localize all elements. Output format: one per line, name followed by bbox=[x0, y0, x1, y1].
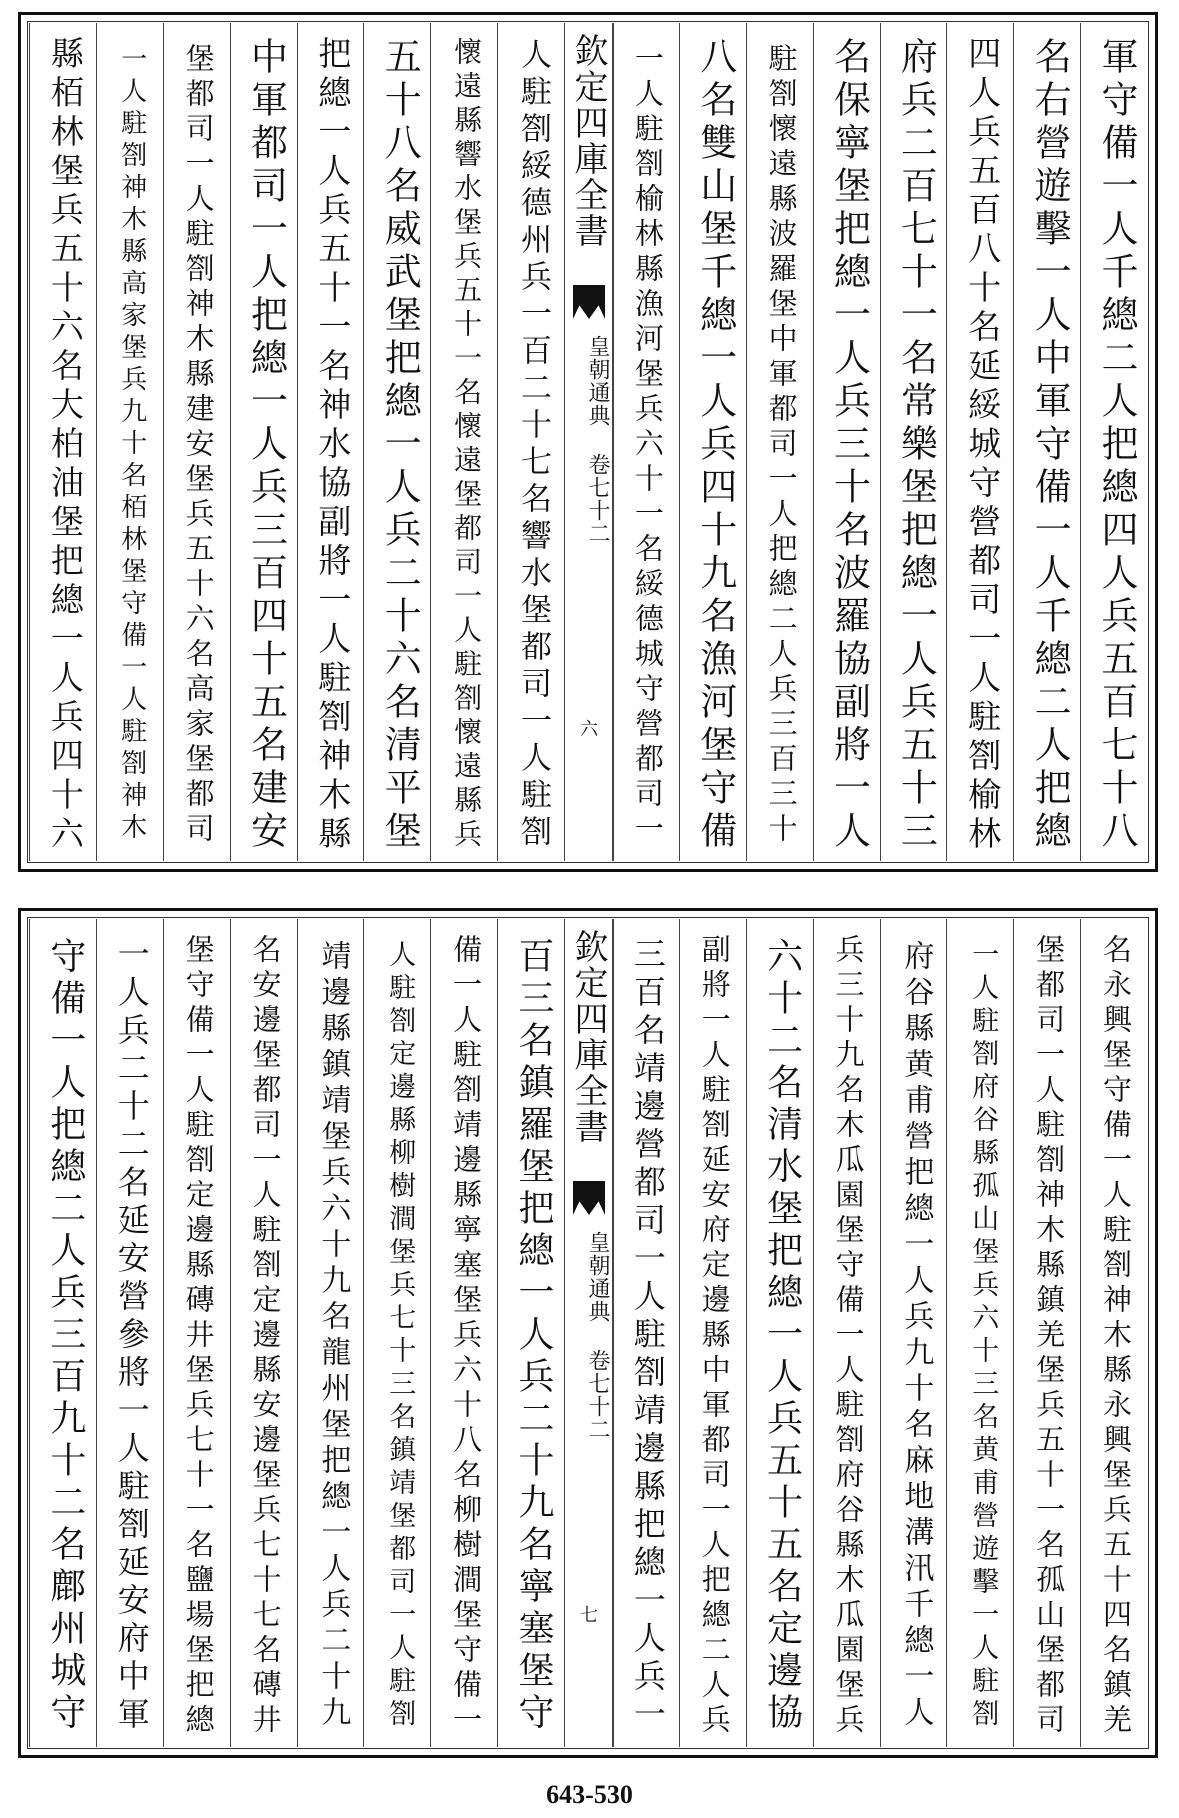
book-title: 欽定四庫全書 bbox=[568, 33, 608, 249]
folio-number: 七 bbox=[580, 1605, 598, 1626]
upper-column-text: 一人駐劄榆林縣漁河堡兵六十一名綏德城守營都司一 bbox=[630, 42, 665, 848]
lower-column-text: 兵三十九名木瓜園堡守備一人駐劄府谷縣木瓜園堡兵 bbox=[831, 933, 866, 1739]
upper-column-text: 府兵二百七十一名常樂堡把總一人兵五十三 bbox=[894, 36, 938, 854]
lower-column-text: 副將一人駐劄延安府定邊縣中軍都司一人把總二人兵 bbox=[697, 933, 732, 1739]
volume-title: 皇朝通典 卷七十二 bbox=[585, 335, 610, 545]
upper-text-column bbox=[612, 23, 680, 861]
lower-column-text: 一人兵二十二名延安營參將一人駐劄延安府中軍 bbox=[112, 937, 151, 1735]
lower-column-text: 備一人駐劄靖邊縣寧塞堡兵六十八名柳樹澗堡守備一 bbox=[449, 933, 484, 1739]
upper-column-text: 八名雙山堡千總一人兵四十九名漁河堡守備 bbox=[693, 36, 737, 854]
book-title: 欽定四庫全書 bbox=[568, 929, 608, 1145]
upper-text-column bbox=[297, 23, 365, 861]
upper-column-text: 縣栢林堡兵五十六名大柏油堡把總一人兵四十六 bbox=[45, 35, 85, 855]
lower-text-column bbox=[230, 919, 298, 1747]
lower-center-fold bbox=[564, 919, 614, 1747]
upper-text-column bbox=[230, 23, 298, 861]
lower-text-column bbox=[813, 919, 881, 1747]
upper-text-column bbox=[497, 23, 565, 861]
lower-text-column bbox=[29, 919, 97, 1747]
lower-text-column bbox=[497, 919, 565, 1747]
lower-text-column bbox=[1080, 919, 1148, 1747]
upper-text-column bbox=[430, 23, 498, 861]
upper-text-column bbox=[1013, 23, 1081, 861]
fish-tail-ornament bbox=[573, 1181, 605, 1215]
lower-text-column bbox=[746, 919, 814, 1747]
fish-tail-ornament bbox=[573, 285, 605, 319]
upper-text-column bbox=[163, 23, 231, 861]
lower-column-text: 名永興堡守備一人駐劄神木縣永興堡兵五十四名鎮羌 bbox=[1099, 933, 1133, 1739]
upper-text-column bbox=[813, 23, 881, 861]
lower-column-text: 守備一人把總二人兵三百九十二名鄜州城守 bbox=[44, 937, 86, 1735]
upper-text-column bbox=[746, 23, 814, 861]
lower-column-text: 人駐劄定邊縣柳樹澗堡兵七十三名鎮靖堡都司一人駐劄 bbox=[384, 940, 416, 1732]
upper-column-text: 中軍都司一人把總一人兵三百四十五名建安 bbox=[244, 36, 288, 854]
upper-column-text: 堡都司一人駐劄神木縣建安堡兵五十六名高家堡都司 bbox=[181, 42, 216, 848]
upper-column-text: 名保寧堡把總一人兵三十名波羅協副將一人 bbox=[827, 36, 871, 854]
upper-text-column bbox=[29, 23, 97, 861]
page-number: 643-530 bbox=[546, 1780, 633, 1809]
volume-title: 皇朝通典 卷七十二 bbox=[585, 1231, 610, 1441]
upper-column-text: 五十八名威武堡把總一人兵二十六名清平堡 bbox=[378, 36, 422, 854]
upper-center-fold bbox=[564, 23, 614, 861]
upper-column-text: 駐劄懷遠縣波羅堡中軍都司一人把總二人兵三百三十 bbox=[764, 42, 799, 848]
lower-text-column bbox=[880, 919, 948, 1747]
upper-column-text: 四人兵五百八十名延綏城守營都司一人駐劄榆林 bbox=[963, 35, 1003, 855]
lower-text-column bbox=[163, 919, 231, 1747]
folio-number: 六 bbox=[580, 719, 598, 740]
lower-column-text: 三百名靖邊營都司一人駐劄靖邊縣把總一人兵一 bbox=[628, 937, 667, 1735]
upper-column-text: 懷遠縣響水堡兵五十一名懷遠堡都司一人駐劄懷遠縣兵 bbox=[450, 37, 484, 853]
lower-text-column bbox=[1013, 919, 1081, 1747]
lower-column-text: 堡都司一人駐劄神木縣鎮羌堡兵五十一名孤山堡都司 bbox=[1032, 933, 1067, 1739]
lower-column-text: 堡守備一人駐劄定邊縣磚井堡兵七十一名鹽場堡把總 bbox=[181, 933, 216, 1739]
lower-text-column bbox=[612, 919, 680, 1747]
upper-text-column bbox=[679, 23, 747, 861]
upper-column-text: 名右營遊擊一人中軍守備一人千總二人把總 bbox=[1028, 36, 1072, 854]
upper-column-text: 軍守備一人千總二人把總四人兵五百七十八 bbox=[1095, 36, 1138, 854]
upper-column-text: 把總一人兵五十一名神水協副將一人駐劄神木縣 bbox=[313, 35, 353, 855]
upper-text-column bbox=[96, 23, 164, 861]
upper-column-text: 一人駐劄神木縣高家堡兵九十名栢林堡守備一人駐劄神木 bbox=[116, 45, 147, 845]
upper-column-text: 人駐劄綏德州兵一百二十七名響水堡都司一人駐劄 bbox=[515, 38, 551, 852]
upper-text-column bbox=[363, 23, 431, 861]
upper-text-column bbox=[1080, 23, 1148, 861]
lower-text-column bbox=[96, 919, 164, 1747]
lower-text-column bbox=[297, 919, 365, 1747]
lower-column-text: 靖邊縣鎮靖堡兵六十九名龍州堡把總一人兵二十九 bbox=[315, 940, 351, 1732]
lower-column-text: 百三名鎮羅堡把總一人兵二十九名寧塞堡守 bbox=[513, 937, 554, 1735]
lower-column-text: 府谷縣黄甫營把總一人兵九十名麻地溝汛千總一人 bbox=[898, 940, 934, 1732]
lower-column-text: 名安邊堡都司一人駐劄定邊縣安邊堡兵七十七名磚井 bbox=[248, 933, 283, 1739]
upper-text-column bbox=[946, 23, 1014, 861]
lower-text-column bbox=[946, 919, 1014, 1747]
upper-text-column bbox=[880, 23, 948, 861]
lower-column-text: 六十二名清水堡把總一人兵五十五名定邊協 bbox=[761, 937, 803, 1735]
upper-page bbox=[18, 12, 1158, 872]
lower-text-column bbox=[430, 919, 498, 1747]
lower-text-column bbox=[679, 919, 747, 1747]
lower-column-text: 一人駐劄府谷縣孤山堡兵六十三名黄甫營遊擊一人駐劄 bbox=[967, 940, 999, 1732]
lower-text-column bbox=[363, 919, 431, 1747]
lower-page bbox=[18, 908, 1158, 1758]
